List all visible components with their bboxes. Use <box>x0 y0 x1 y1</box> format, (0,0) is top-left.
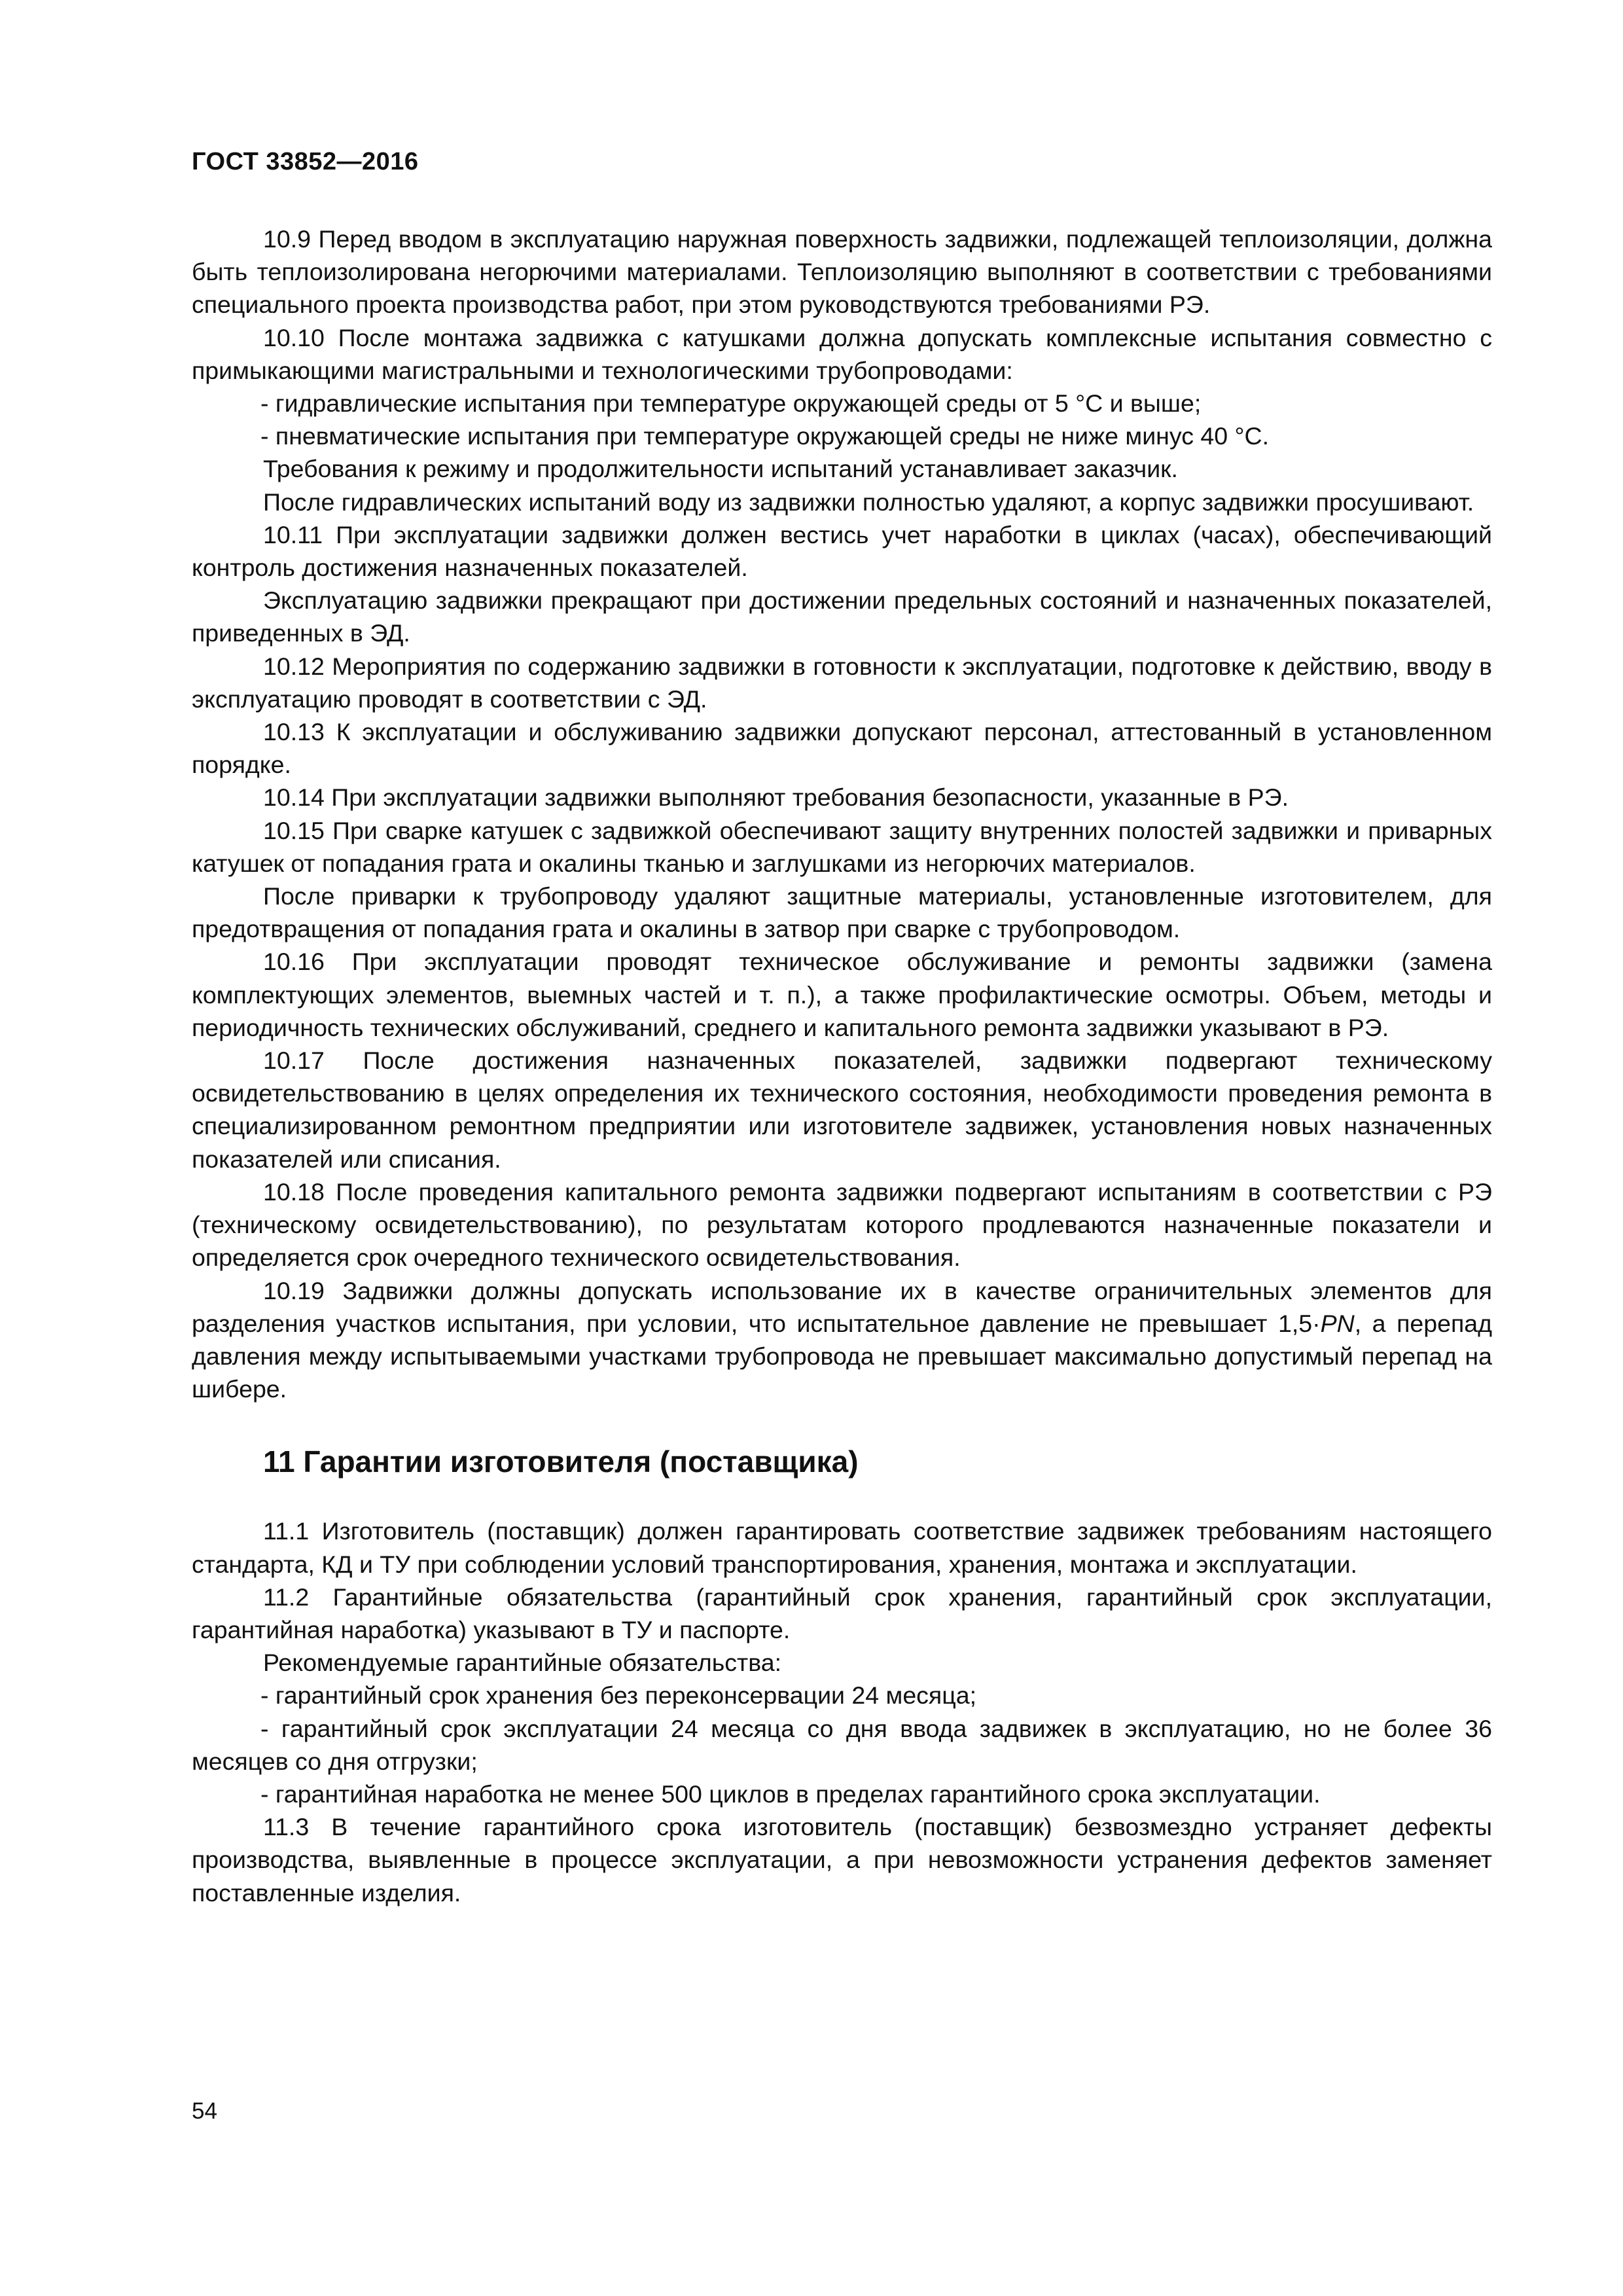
paragraph-11-2: 11.2 Гарантийные обязательства (гарантийный срок хранения, гарантийный срок эксплуатации, гарантийная наработка) указывают в ТУ и паспорте. <box>192 1583 1492 1643</box>
page-number: 54 <box>192 2098 217 2124</box>
paragraph-11-2-recommended: Рекомендуемые гарантийные обязательства: <box>263 1649 781 1677</box>
document-header-code: ГОСТ 33852—2016 <box>192 148 419 175</box>
paragraph-11-3: 11.3 В течение гарантийного срока изготовитель (поставщик) безвозмездно устраняет дефекты производства, выявленные в процессе эксплуатации, а при невозможности устранения дефектов заменяет поставленные изделия. <box>192 1813 1492 1907</box>
paragraph-10-14: 10.14 При эксплуатации задвижки выполняют требования безопасности, указанные в РЭ. <box>263 783 1289 812</box>
paragraph-10-10-after-tests: После гидравлических испытаний воду из задвижки полностью удаляют, а корпус задвижки просушивают. <box>263 488 1474 516</box>
paragraph-10-13: 10.13 К эксплуатации и обслуживанию задвижки допускают персонал, аттестованный в установленном порядке. <box>192 718 1492 779</box>
paragraph-10-15: 10.15 При сварке катушек с задвижкой обеспечивают защиту внутренних полостей задвижки и приварных катушек от попадания грата и окалины тканью и заглушками из негорючих материалов. <box>192 816 1492 877</box>
list-item-cycles-warranty: - гарантийная наработка не менее 500 циклов в пределах гарантийного срока эксплуатации. <box>260 1780 1321 1808</box>
paragraph-10-15-removal: После приварки к трубопроводу удаляют защитные материалы, установленные изготовителем, для предотвращения от попадания грата и окалины в затвор при сварке с трубопроводом. <box>192 882 1492 943</box>
document-body <box>192 223 1492 1909</box>
paragraph-11-1: 11.1 Изготовитель (поставщик) должен гарантировать соответствие задвижек требованиям настоящего стандарта, КД и ТУ при соблюдении условий транспортирования, хранения, монтажа и эксплуатации. <box>192 1517 1492 1578</box>
paragraph-10-12: 10.12 Мероприятия по содержанию задвижки в готовности к эксплуатации, подготовке к действию, вводу в эксплуатацию проводят в соответствии с ЭД. <box>192 652 1492 713</box>
section-11-heading: 11 Гарантии изготовителя (поставщика) <box>263 1444 859 1479</box>
paragraph-10-18: 10.18 После проведения капитального ремонта задвижки подвергают испытаниям в соответствии с РЭ (техническому освидетельствованию), по результатам которого продлеваются назначенные показатели и определяется срок очередного технического освидетельствования. <box>192 1177 1492 1272</box>
paragraph-10-11-termination: Эксплуатацию задвижки прекращают при достижении предельных состояний и назначенных показателей, приведенных в ЭД. <box>192 586 1492 647</box>
paragraph-10-19-part-b: , а перепад давления между испытываемыми участками трубопровода не превышает максимально допустимый перепад на шибере. <box>192 1309 1492 1403</box>
nominal-pressure-symbol: PN <box>1320 1309 1355 1337</box>
paragraph-10-16: 10.16 При эксплуатации проводят техническое обслуживание и ремонты задвижки (замена комплектующих элементов, выемных частей и т. п.), а также профилактические осмотры. Объем, методы и периодичность технических обслуживаний, среднего и капитального ремонта задвижки указывают в РЭ. <box>192 948 1492 1041</box>
paragraph-10-17: 10.17 После достижения назначенных показателей, задвижки подвергают техническому освидетельствованию в целях определения их технического состояния, необходимости проведения ремонта в специализированном ремонтном предприятии или изготовителе задвижек, установления новых назначенных показателей или списания. <box>192 1047 1492 1173</box>
list-item-hydraulic-tests: - гидравлические испытания при температуре окружающей среды от 5 °С и выше; <box>260 389 1202 418</box>
paragraph-10-10-requirements: Требования к режиму и продолжительности испытаний устанавливает заказчик. <box>263 455 1178 483</box>
paragraph-10-19 <box>192 1274 1492 1406</box>
list-item-pneumatic-tests: - пневматические испытания при температуре окружающей среды не ниже минус 40 °С. <box>260 422 1269 450</box>
paragraph-10-10: 10.10 После монтажа задвижка с катушками должна допускать комплексные испытания совместно с примыкающими магистральными и технологическими трубопроводами: <box>192 323 1492 384</box>
list-item-storage-warranty: - гарантийный срок хранения без переконсервации 24 месяца; <box>260 1681 976 1710</box>
paragraph-10-11: 10.11 При эксплуатации задвижки должен вестись учет наработки в циклах (часах), обеспечивающий контроль достижения назначенных показателей. <box>192 520 1492 582</box>
paragraph-10-19-part-a: 10.19 Задвижки должны допускать использование их в качестве ограничительных элементов для разделения участков испытания, при условии, что испытательное давление не превышает 1,5· <box>192 1276 1492 1337</box>
paragraph-10-9: 10.9 Перед вводом в эксплуатацию наружная поверхность задвижки, подлежащей теплоизоляции, должна быть теплоизолирована негорючими материалами. Теплоизоляцию выполняют в соответствии с требованиями специального проекта производства работ, при этом руководствуются требованиями РЭ. <box>192 225 1492 319</box>
list-item-operation-warranty: - гарантийный срок эксплуатации 24 месяца со дня ввода задвижек в эксплуатацию, но не более 36 месяцев со дня отгрузки; <box>192 1714 1492 1775</box>
